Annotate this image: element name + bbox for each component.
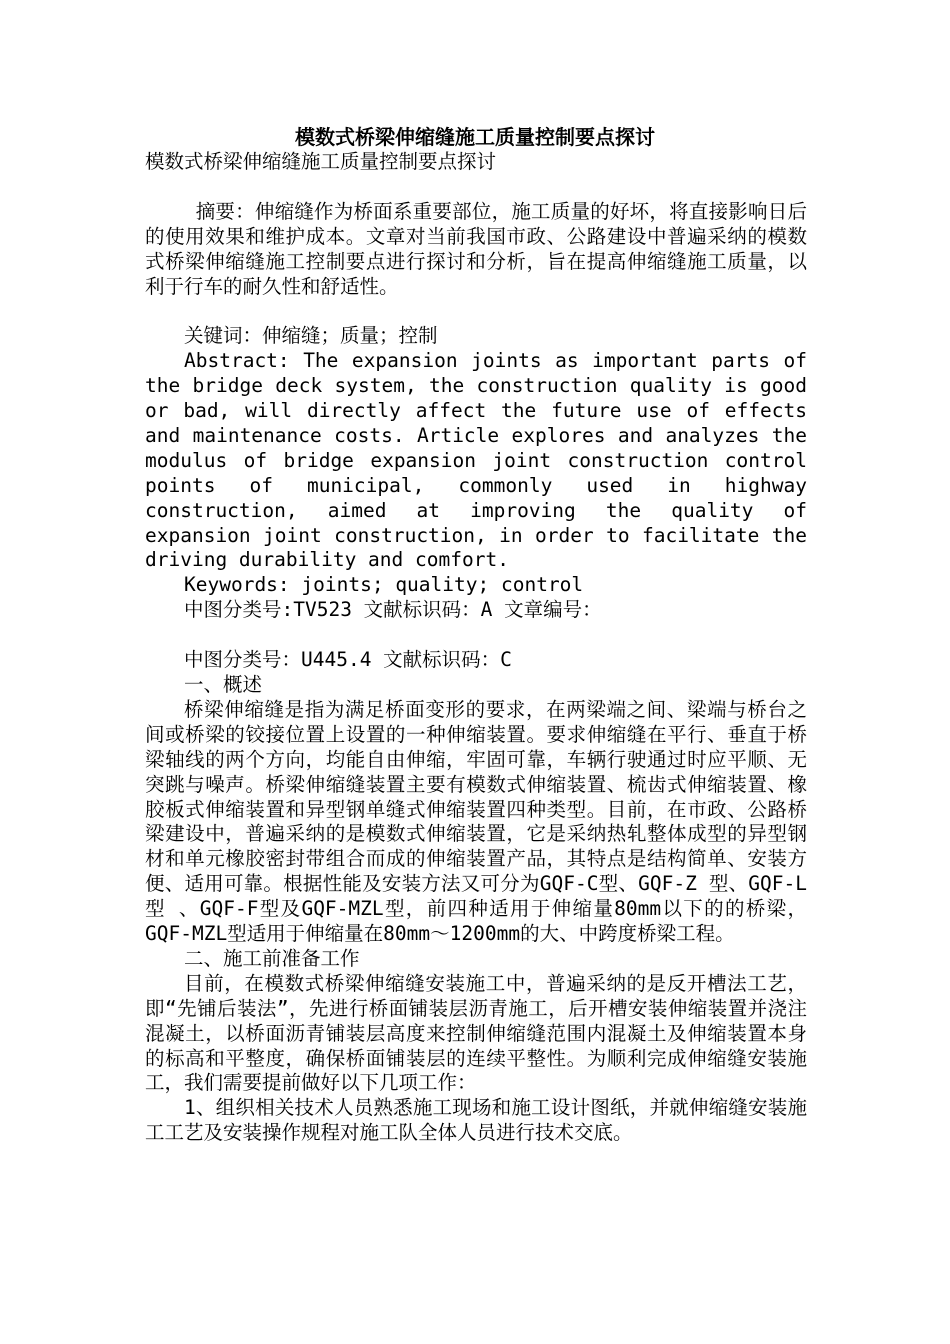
abstract-en: Abstract: The expansion joints as important parts of the bridge deck system, the construction quality is good or bad, will directly affect the future use of effects and maintenance costs. Article explores and analyzes the modulus of bridge expansion joint construction control points of municipal, commonly used in highway construction, aimed at improving the quality of expansion joint construction, in order to facilitate the driving durability and comfort. bbox=[145, 349, 807, 572]
keywords-en: Keywords: joints; quality; control bbox=[184, 573, 584, 597]
blank-line bbox=[145, 299, 807, 324]
classification-line-1: 中图分类号:TV523 文献标识码：A 文章编号： bbox=[184, 598, 602, 622]
document-subtitle: 模数式桥梁伸缩缝施工质量控制要点探讨 bbox=[145, 150, 497, 173]
keywords-cn: 关键词：伸缩缝；质量；控制 bbox=[184, 324, 438, 348]
blank-line bbox=[145, 623, 807, 648]
document-title: 模数式桥梁伸缩缝施工质量控制要点探讨 bbox=[295, 125, 655, 149]
document-body bbox=[145, 150, 807, 1146]
classification-line-2: 中图分类号：U445.4 文献标识码：C bbox=[184, 648, 512, 672]
section-1-heading: 一、概述 bbox=[184, 672, 263, 696]
list-item: 1、组织相关技术人员熟悉施工现场和施工设计图纸，并就伸缩缝安装施工工艺及安装操作规程对施工队全体人员进行技术交底。 bbox=[145, 1096, 807, 1145]
section-2-body: 目前，在模数式桥梁伸缩缝安装施工中，普遍采纳的是反开槽法工艺，即“先铺后装法”，先进行桥面铺装层沥青施工，后开槽安装伸缩装置并浇注混凝土，以桥面沥青铺装层高度来控制伸缩缝范围内混凝土及伸缩装置本身的标高和平整度，确保桥面铺装层的连续平整性。为顺利完成伸缩缝安装施工，我们需要提前做好以下几项工作： bbox=[145, 971, 807, 1095]
section-2-heading: 二、施工前准备工作 bbox=[184, 946, 360, 970]
abstract-cn: 摘要：伸缩缝作为桥面系重要部位，施工质量的好坏，将直接影响日后的使用效果和维护成本。文章对当前我国市政、公路建设中普遍采纳的模数式桥梁伸缩缝施工控制要点进行探讨和分析，旨在提高伸缩缝施工质量，以利于行车的耐久性和舒适性。 bbox=[145, 199, 807, 298]
blank-line bbox=[145, 175, 807, 200]
section-1-body: 桥梁伸缩缝是指为满足桥面变形的要求，在两梁端之间、梁端与桥台之间或桥梁的铰接位置上设置的一种伸缩装置。要求伸缩缝在平行、垂直于桥梁轴线的两个方向，均能自由伸缩，牢固可靠，车辆行驶通过时应平顺、无突跳与噪声。桥梁伸缩缝装置主要有模数式伸缩装置、梳齿式伸缩装置、橡胶板式伸缩装置和异型钢单缝式伸缩装置四种类型。目前，在市政、公路桥梁建设中，普遍采纳的是模数式伸缩装置，它是采纳热轧整体成型的异型钢材和单元橡胶密封带组合而成的伸缩装置产品，其特点是结构简单、安装方便、适用可靠。根据性能及安装方法又可分为GQF-C型、GQF-Z 型、GQF-L型 、GQF-F型及GQF-MZL型，前四种适用于伸缩量80mm以下的的桥梁，GQF-MZL型适用于伸缩量在80mm～1200mm的大、中跨度桥梁工程。 bbox=[145, 697, 807, 946]
